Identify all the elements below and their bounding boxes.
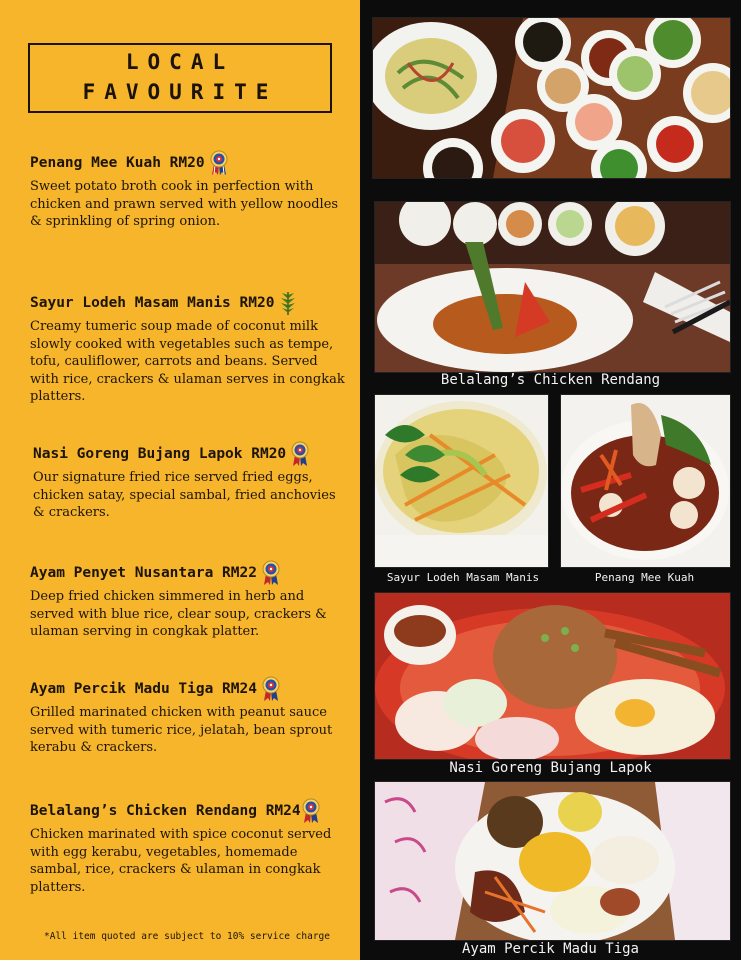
caption-penang-mee-kuah: Penang Mee Kuah	[594, 571, 695, 584]
photo-ayam-percik	[374, 781, 731, 941]
photo-nasi-goreng	[374, 592, 731, 760]
menu-item-name: Ayam Percik Madu Tiga RM24	[30, 681, 257, 697]
menu-item-description: Sweet potato broth cook in perfection with chicken and prawn served with yellow noodles & sprinkling of spring onion.	[30, 179, 339, 229]
menu-item-description: Grilled marinated chicken with peanut sauce served with tumeric rice, jelatah, bean sprout kerabu & crackers.	[30, 705, 333, 755]
menu-item-name: Ayam Penyet Nusantara RM22	[30, 565, 257, 581]
award-ribbon-icon	[209, 150, 229, 176]
menu-item-description: Chicken marinated with spice coconut served with egg kerabu, vegetables, homemade sambal, rice, crackers & ulaman in congkak platters.	[30, 827, 332, 895]
menu-item-name: Belalang’s Chicken Rendang RM24	[30, 803, 301, 819]
award-ribbon-icon	[261, 676, 281, 702]
photo-column	[360, 0, 741, 960]
caption-chicken-rendang: Belalang’s Chicken Rendang	[440, 372, 661, 388]
photo-chicken-rendang	[374, 201, 731, 373]
menu-item-ayam-percik	[30, 676, 345, 757]
photo-penang-mee-kuah	[560, 394, 731, 568]
menu-item-name: Nasi Goreng Bujang Lapok RM20	[33, 446, 287, 462]
title-line-2: FAVOURITE	[82, 80, 278, 104]
menu-item-name: Penang Mee Kuah RM20	[30, 155, 205, 171]
award-ribbon-icon	[261, 560, 281, 586]
caption-nasi-goreng: Nasi Goreng Bujang Lapok	[449, 760, 652, 776]
menu-item-chicken-rendang	[30, 798, 345, 896]
caption-sayur-lodeh: Sayur Lodeh Masam Manis	[386, 571, 540, 584]
leaf-icon	[278, 290, 298, 316]
title-line-1: LOCAL	[125, 50, 235, 74]
award-ribbon-icon	[290, 441, 310, 467]
caption-ayam-percik: Ayam Percik Madu Tiga	[461, 941, 639, 957]
menu-item-description: Our signature fried rice served fried eggs, chicken satay, special sambal, fried anchovies & crackers.	[33, 470, 336, 520]
menu-item-nasi-goreng	[33, 441, 348, 522]
menu-panel	[0, 0, 360, 960]
menu-item-description: Creamy tumeric soup made of coconut milk slowly cooked with vegetables such as tempe, tofu, cauliflower, carrots and beans. Served with rice, crackers & ulaman serves in congkak platters.	[30, 319, 345, 404]
menu-item-sayur-lodeh	[30, 290, 345, 406]
menu-item-penang-mee-kuah	[30, 150, 345, 231]
menu-item-name: Sayur Lodeh Masam Manis RM20	[30, 295, 275, 311]
service-charge-note: *All item quoted are subject to 10% service charge	[44, 931, 330, 942]
menu-item-description: Deep fried chicken simmered in herb and served with blue rice, clear soup, crackers & ulaman serving in congkak platter.	[30, 589, 327, 639]
photo-sayur-lodeh	[374, 394, 549, 568]
menu-title-box	[28, 43, 332, 113]
award-ribbon-icon	[301, 798, 321, 824]
photo-condiments	[372, 17, 731, 179]
menu-item-ayam-penyet	[30, 560, 345, 641]
